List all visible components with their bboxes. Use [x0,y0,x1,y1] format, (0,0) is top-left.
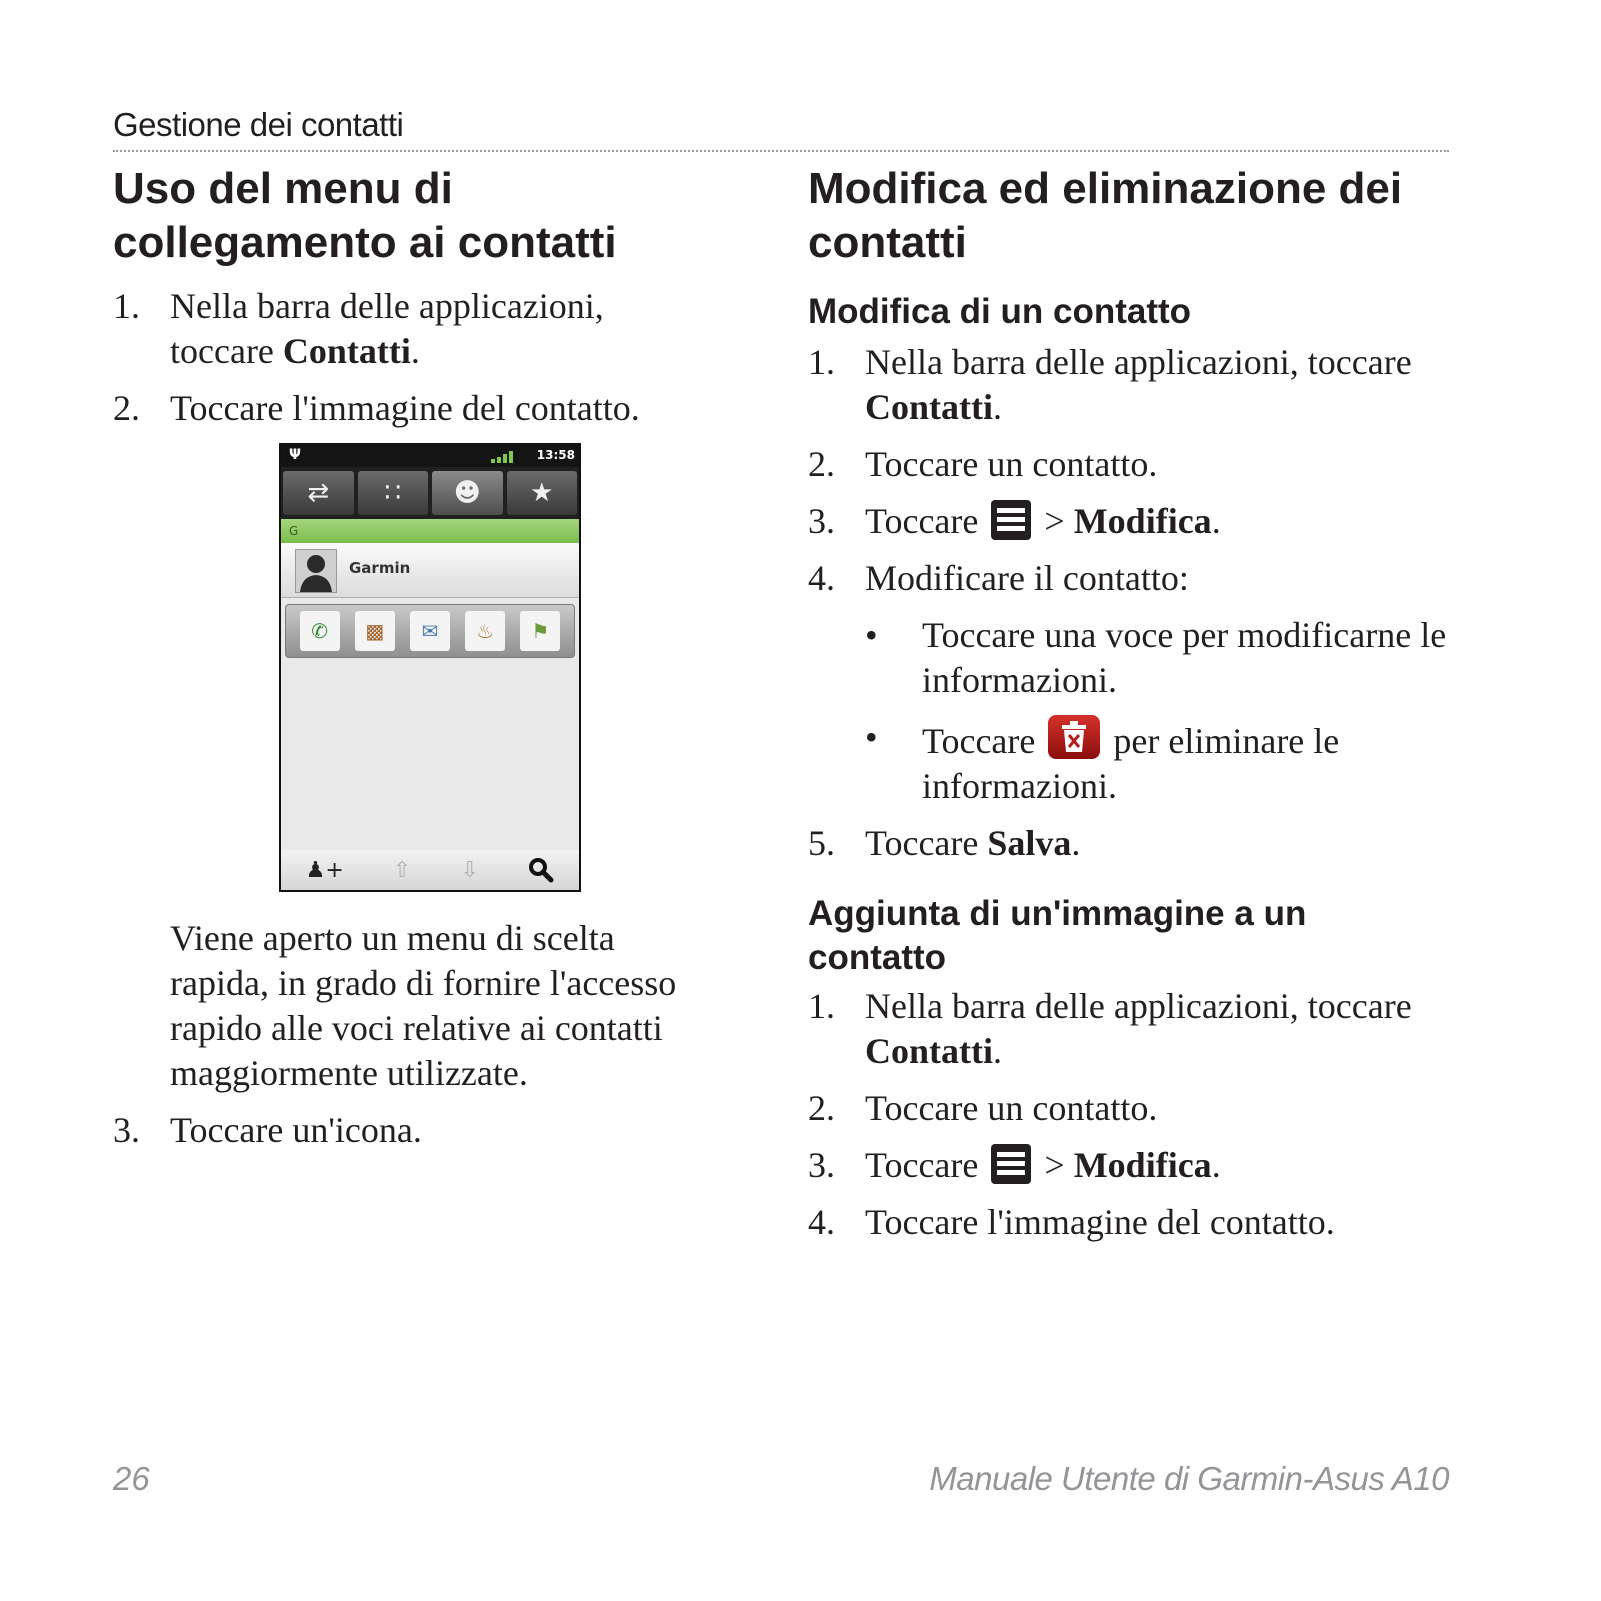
call-log-tab-icon[interactable]: ⇄ [283,471,354,515]
right-column [808,162,1448,1245]
signal-icon [491,451,521,463]
message-icon[interactable]: ✉ [410,611,450,651]
image-step-4 [808,1200,1448,1245]
phone-tab-bar [281,467,579,519]
step-number: 2. [808,444,835,484]
step-number: 1. [113,286,140,326]
edit-step-3 [808,499,1448,544]
map-icon[interactable]: ⚑ [520,611,560,651]
step-punct: . [1071,823,1081,863]
step-punct: . [993,1031,1002,1071]
step-text: Toccare l'immagine del contatto. [865,1202,1335,1242]
step-number: 4. [808,1202,835,1242]
left-step-2 [113,386,713,431]
step-number: 5. [808,823,835,863]
modifica-label: Modifica [1073,501,1212,541]
contacts-tab-icon[interactable]: ☻ [432,471,503,515]
dialpad-tab-icon[interactable]: ∷ [358,471,429,515]
step-number: 3. [808,501,835,541]
image-step-3 [808,1143,1448,1188]
bullet-text: Toccare [922,721,1045,761]
step-punct: . [993,387,1002,427]
image-step-2 [808,1086,1448,1131]
left-step-3 [113,1108,713,1153]
step-number: 3. [808,1145,835,1185]
email-icon[interactable]: ♨ [465,611,505,651]
right-section-title: Modifica ed eliminazione dei contatti [808,164,1403,267]
edit-step-5 [808,821,1448,866]
bullet-text: Toccare una voce per modificarne le informazioni. [922,615,1447,700]
menu-icon [991,1144,1031,1184]
step-text: Modificare il contatto: [865,558,1189,598]
left-section-title: Uso del menu di collegamento ai contatti [113,164,617,267]
step-text: Toccare l'immagine del contatto. [170,388,640,428]
bullet-text-post: per eliminare le informazioni. [922,721,1340,806]
step-text: Nella barra delle applicazioni, toccare [170,286,604,371]
step-number: 4. [808,558,835,598]
header-divider [113,150,1449,152]
step-text: Toccare un contatto. [865,444,1158,484]
page-number: 26 [113,1460,150,1497]
modifica-label: Modifica [1073,1145,1212,1185]
person-silhouette-icon [296,550,336,592]
edit-step-4 [808,556,1448,601]
left-column-continued [113,916,713,1153]
step-number: 1. [808,986,835,1026]
add-contact-icon[interactable]: ♟+ [305,857,344,883]
contatti-label: Contatti [282,331,411,371]
step-text: Toccare un contatto. [865,1088,1158,1128]
bullet-dot: • [865,615,878,655]
phone-clock: 13:58 [536,448,575,462]
left-note [113,916,713,1096]
menu-icon [991,500,1031,540]
step-punct: . [410,331,420,371]
edit-step-2 [808,442,1448,487]
step-text: Toccare [865,501,988,541]
usb-icon: Ψ [289,447,301,463]
step-sep: > [1035,501,1074,541]
step-text: Toccare un'icona. [170,1110,422,1150]
step-sep: > [1035,1145,1074,1185]
delete-trash-icon [1048,715,1100,759]
contatti-label: Contatti [865,387,993,427]
upload-icon: ⇧ [393,857,412,883]
contact-card-icon[interactable]: ▩ [355,611,395,651]
quick-contact-menu [285,604,575,658]
step-number: 2. [113,388,140,428]
step-punct: . [1211,1145,1221,1185]
left-column [113,162,713,431]
step-text: Toccare [865,823,988,863]
step-number: 2. [808,1088,835,1128]
step-number: 1. [808,342,835,382]
image-step-1 [808,984,1448,1074]
step-text: Nella barra delle applicazioni, toccare [865,986,1412,1026]
favorites-tab-icon[interactable]: ★ [507,471,578,515]
step-text: Toccare [865,1145,988,1185]
add-image-subtitle: Aggiunta di un'immagine a un contatto [808,894,1307,977]
phone-screenshot [279,443,581,892]
edit-bullets [808,613,1448,809]
phone-bottom-bar [281,850,579,890]
edit-step-1 [808,340,1448,430]
left-step-1 [113,284,713,374]
note-text: Viene aperto un menu di scelta rapida, in grado di fornire l'accesso rapido alle voci relative ai contatti maggiormente utilizzate. [170,918,677,1093]
contatti-label: Contatti [865,1031,993,1071]
manual-title: Manuale Utente di Garmin-Asus A10 [929,1460,1449,1497]
search-icon[interactable] [528,857,554,883]
edit-bullet-2 [865,715,1448,809]
section-header: Gestione dei contatti [113,106,404,143]
salva-label: Salva [987,823,1072,863]
edit-contact-subtitle: Modifica di un contatto [808,292,1192,331]
edit-bullet-1 [865,613,1448,703]
step-number: 3. [113,1110,140,1150]
phone-call-icon[interactable]: ✆ [300,611,340,651]
step-text: Nella barra delle applicazioni, toccare [865,342,1412,382]
phone-status-bar [281,445,579,467]
download-icon: ⇩ [460,857,480,883]
contact-avatar[interactable] [295,549,337,593]
phone-contact-row[interactable] [281,543,579,598]
step-punct: . [1211,501,1221,541]
bullet-dot: • [865,717,878,757]
contact-name: Garmin [349,559,411,577]
phone-letter-divider: G [281,519,579,543]
